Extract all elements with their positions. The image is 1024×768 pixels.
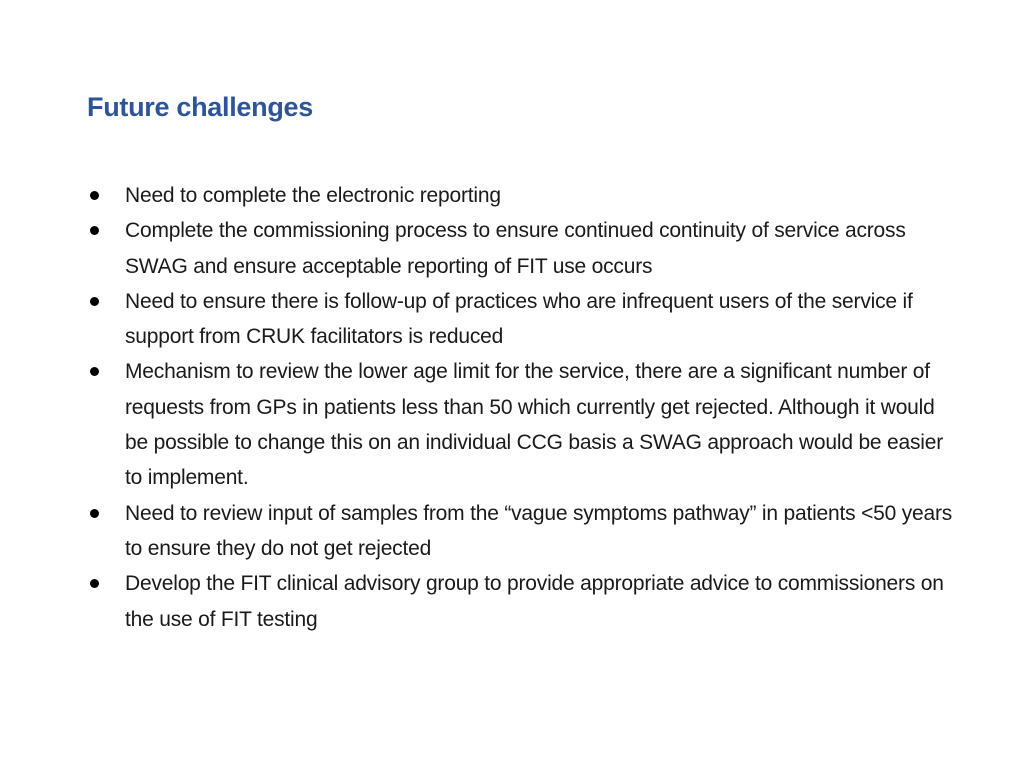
bullet-icon: [90, 367, 99, 376]
list-item: [87, 566, 957, 637]
list-item: [87, 354, 957, 495]
list-item: [87, 213, 957, 284]
bullet-icon: [90, 509, 99, 518]
list-item: [87, 496, 957, 567]
bullet-text: Need to ensure there is follow-up of practices who are infrequent users of the service if support from CRUK facilitators is reduced: [125, 289, 913, 349]
bullet-icon: [90, 579, 99, 588]
bullet-text: Develop the FIT clinical advisory group to provide appropriate advice to commissioners on the use of FIT testing: [125, 572, 944, 631]
list-item: [87, 284, 957, 355]
bullet-text: Need to complete the electronic reporting: [125, 184, 501, 207]
bullet-text: Need to review input of samples from the “vague symptoms pathway” in patients <50 years to ensure they do not get rejected: [125, 501, 953, 560]
bullet-text: Mechanism to review the lower age limit for the service, there are a significant number of requests from GPs in patients less than 50 which currently get rejected. Although it would be possible to change this on an individual CCG basis a SWAG approach would be easier to implement.: [125, 360, 944, 490]
page-title: Future challenges: [87, 92, 313, 122]
bullet-icon: [90, 226, 99, 235]
bullet-icon: [90, 191, 99, 200]
bullet-icon: [90, 297, 99, 306]
list-item: [87, 178, 957, 213]
bullet-list: [87, 178, 957, 637]
bullet-text: Complete the commissioning process to ensure continued continuity of service across SWAG and ensure acceptable reporting of FIT use occurs: [125, 219, 906, 278]
